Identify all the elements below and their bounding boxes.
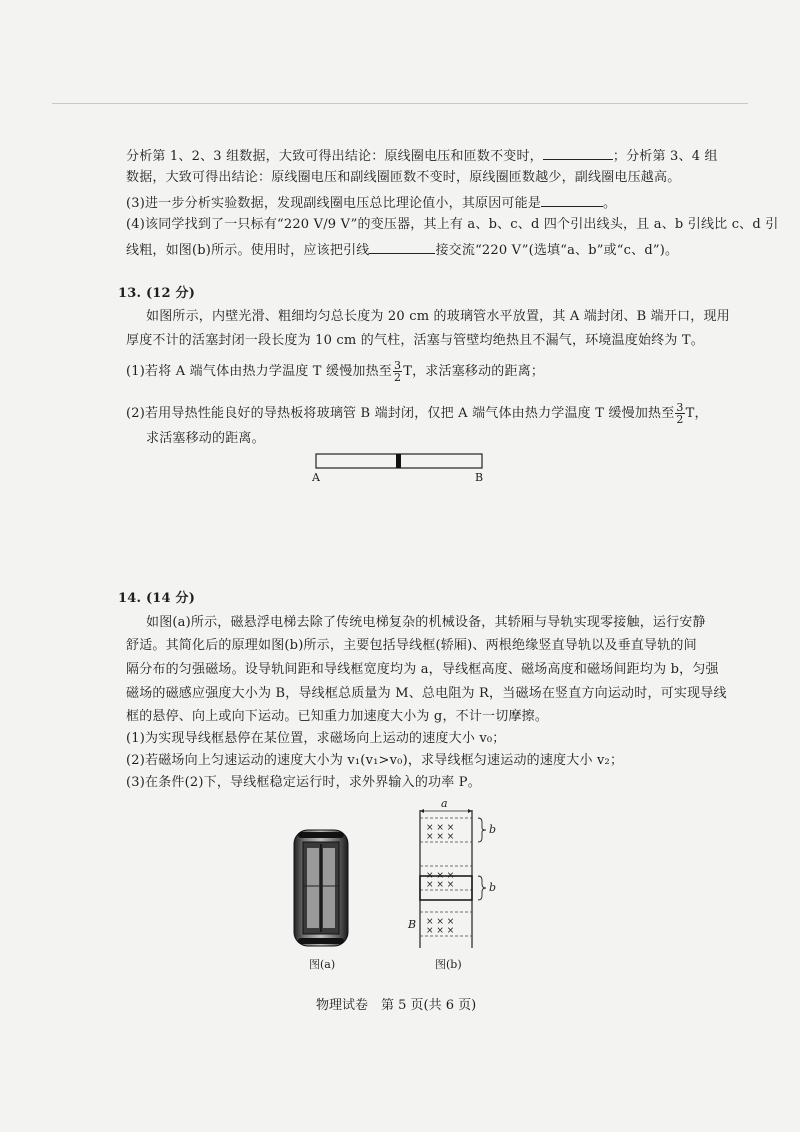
q12-line2: 数据，大致可得出结论：原线圈电压和副线圈匝数不变时，原线圈匝数越少，副线圈电压越高。 xyxy=(126,170,681,185)
q13-sub2-cont: 求活塞移动的距离。 xyxy=(146,431,265,446)
q14-sub2: (2)若磁场向上匀速运动的速度大小为 v₁(v₁>v₀)，求导线框匀速运动的速度大小 v₂； xyxy=(126,753,624,768)
q12-line5: 线粗，如图(b)所示。使用时，应该把引线 接交流“220 V”(选填“a、b”或“c、d”)。 xyxy=(126,240,678,260)
answer-blank-1 xyxy=(543,146,613,160)
q12-line4: (4)该同学找到了一只标有“220 V/9 V”的变压器，其上有 a、b、c、d 四个引出线头，且 a、b 引线比 c、d 引 xyxy=(126,217,779,232)
q14-header: 14. (14 分) xyxy=(118,591,196,606)
q14-sub3: (3)在条件(2)下，导线框稳定运行时，求外界输入的功率 P。 xyxy=(126,775,481,790)
svg-text:× × ×: × × × xyxy=(426,823,455,833)
q13-sub2: (2)若用导热性能良好的导热板将玻璃管 B 端封闭，仅把 A 端气体由热力学温度 T 缓慢加热至 $\frac{3}{2}$ T， xyxy=(126,401,708,426)
q14-para2: 舒适。其简化后的原理如图(b)所示，主要包括导线框(轿厢)、两根绝缘竖直导轨以及垂直导轨的间 xyxy=(126,638,697,653)
fig-b-label-a: a xyxy=(441,797,448,810)
q13-sub1: (1)若将 A 端气体由热力学温度 T 缓慢加热至 $\frac{3}{2}$ T，求活塞移动的距离； xyxy=(126,359,545,384)
glass-tube-figure xyxy=(310,450,490,490)
fraction-3-2: $\frac{3}{2}$ xyxy=(676,401,684,426)
fig-b-label-b2: b xyxy=(489,881,497,894)
q13-header: 13. (12 分) xyxy=(118,286,196,301)
q14-para4: 磁场的磁感应强度大小为 B，导线框总质量为 M、总电阻为 R，当磁场在竖直方向运动时，可实现导线 xyxy=(126,686,727,701)
q12-line3: (3)进一步分析实验数据，发现副线圈电压总比理论值小，其原因可能是 。 xyxy=(126,193,616,213)
q13-para2: 厚度不计的活塞封闭一段长度为 10 cm 的气柱，活塞与管壁均绝热且不漏气，环境温度始终为 T。 xyxy=(126,333,704,348)
answer-blank-2 xyxy=(541,193,603,207)
q14-para1: 如图(a)所示，磁悬浮电梯去除了传统电梯复杂的机械设备，其轿厢与导轨实现零接触，运行安静 xyxy=(146,615,706,630)
fig-b-caption: 图(b) xyxy=(435,958,462,971)
answer-blank-3 xyxy=(369,240,435,254)
q14-para5: 框的悬停、向上或向下运动。已知重力加速度大小为 g，不计一切摩擦。 xyxy=(126,709,549,724)
piston xyxy=(396,454,401,468)
q12-line1: 分析第 1、2、3 组数据，大致可得出结论：原线圈电压和匝数不变时， ；分析第 3、4 组 xyxy=(126,146,718,166)
tube-label-b: B xyxy=(475,471,484,484)
fig-b-label-B: B xyxy=(408,918,417,931)
svg-text:× × ×: × × × xyxy=(426,926,455,936)
page-footer: 物理试卷 第 5 页(共 6 页) xyxy=(316,998,477,1013)
tube-label-a: A xyxy=(312,471,320,484)
svg-text:× × ×: × × × xyxy=(426,832,455,842)
svg-text:× × ×: × × × xyxy=(426,917,455,927)
fraction-3-2: $\frac{3}{2}$ xyxy=(394,359,402,384)
q13-para1: 如图所示，内壁光滑、粗细均匀总长度为 20 cm 的玻璃管水平放置，其 A 端封闭、B 端开口，现用 xyxy=(146,309,730,324)
header-rule xyxy=(52,103,748,104)
maglev-elevator-image xyxy=(290,826,352,951)
q14-sub1: (1)为实现导线框悬停在某位置，求磁场向上运动的速度大小 v₀； xyxy=(126,731,506,746)
fig-a-caption: 图(a) xyxy=(309,958,336,971)
q14-para3: 隔分布的匀强磁场。设导轨间距和导线框宽度均为 a，导线框高度、磁场高度和磁场间距均为 b，匀强 xyxy=(126,662,719,677)
svg-text:× × ×: × × × xyxy=(426,880,455,890)
svg-text:× × ×: × × × xyxy=(426,871,455,881)
fig-b-label-b1: b xyxy=(489,823,497,836)
